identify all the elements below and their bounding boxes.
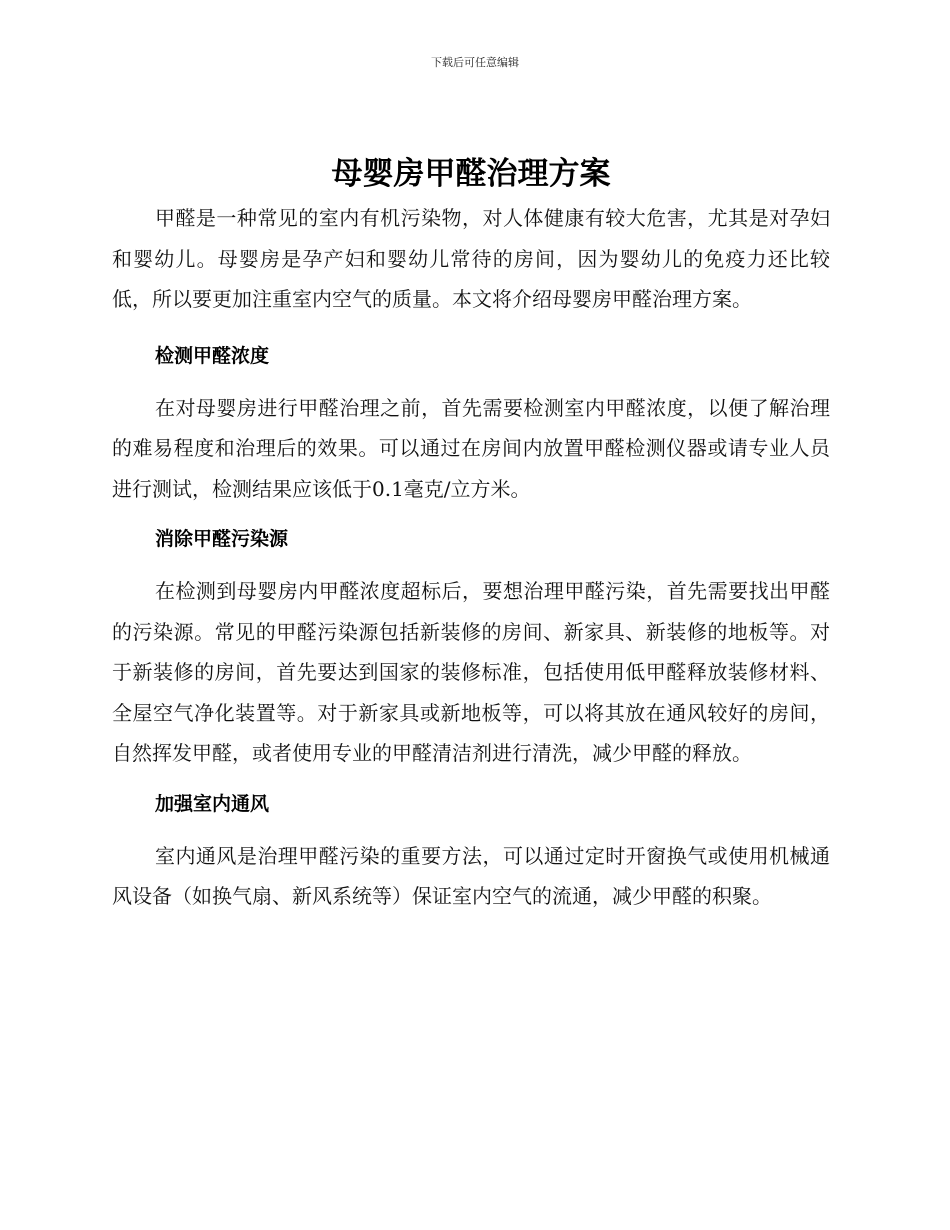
section-heading-ventilation: 加强室内通风 — [155, 792, 270, 815]
page-header: 下载后可任意编辑 — [431, 56, 519, 69]
section-body-detect: 在对母婴房进行甲醛治理之前，首先需要检测室内甲醛浓度，以便了解治理的难易程度和治理后的效果。可以通过在房间内放置甲醛检测仪器或请专业人员进行测试，检测结果应该低于0.1毫克/立方米。 — [112, 395, 830, 501]
section-heading-detect: 检测甲醛浓度 — [155, 344, 270, 367]
document-title: 母婴房甲醛治理方案 — [331, 156, 611, 192]
document-content — [112, 150, 830, 917]
section-body-ventilation: 室内通风是治理甲醛污染的重要方法，可以通过定时开窗换气或使用机械通风设备（如换气扇、新风系统等）保证室内空气的流通，减少甲醛的积聚。 — [112, 843, 830, 908]
section-body-remove-source: 在检测到母婴房内甲醛浓度超标后，要想治理甲醛污染，首先需要找出甲醛的污染源。常见的甲醛污染源包括新装修的房间、新家具、新装修的地板等。对于新装修的房间，首先要达到国家的装修标准，包括使用低甲醛释放装修材料、全屋空气净化装置等。对于新家具或新地板等，可以将其放在通风较好的房间，自然挥发甲醛，或者使用专业的甲醛清洁剂进行清洗，减少甲醛的释放。 — [112, 579, 830, 765]
section-heading-remove-source: 消除甲醛污染源 — [155, 528, 289, 550]
intro-paragraph: 甲醛是一种常见的室内有机污染物，对人体健康有较大危害，尤其是对孕妇和婴幼儿。母婴房是孕产妇和婴幼儿常待的房间，因为婴幼儿的免疫力还比较低，所以要更加注重室内空气的质量。本文将介绍母婴房甲醛治理方案。 — [112, 206, 830, 311]
